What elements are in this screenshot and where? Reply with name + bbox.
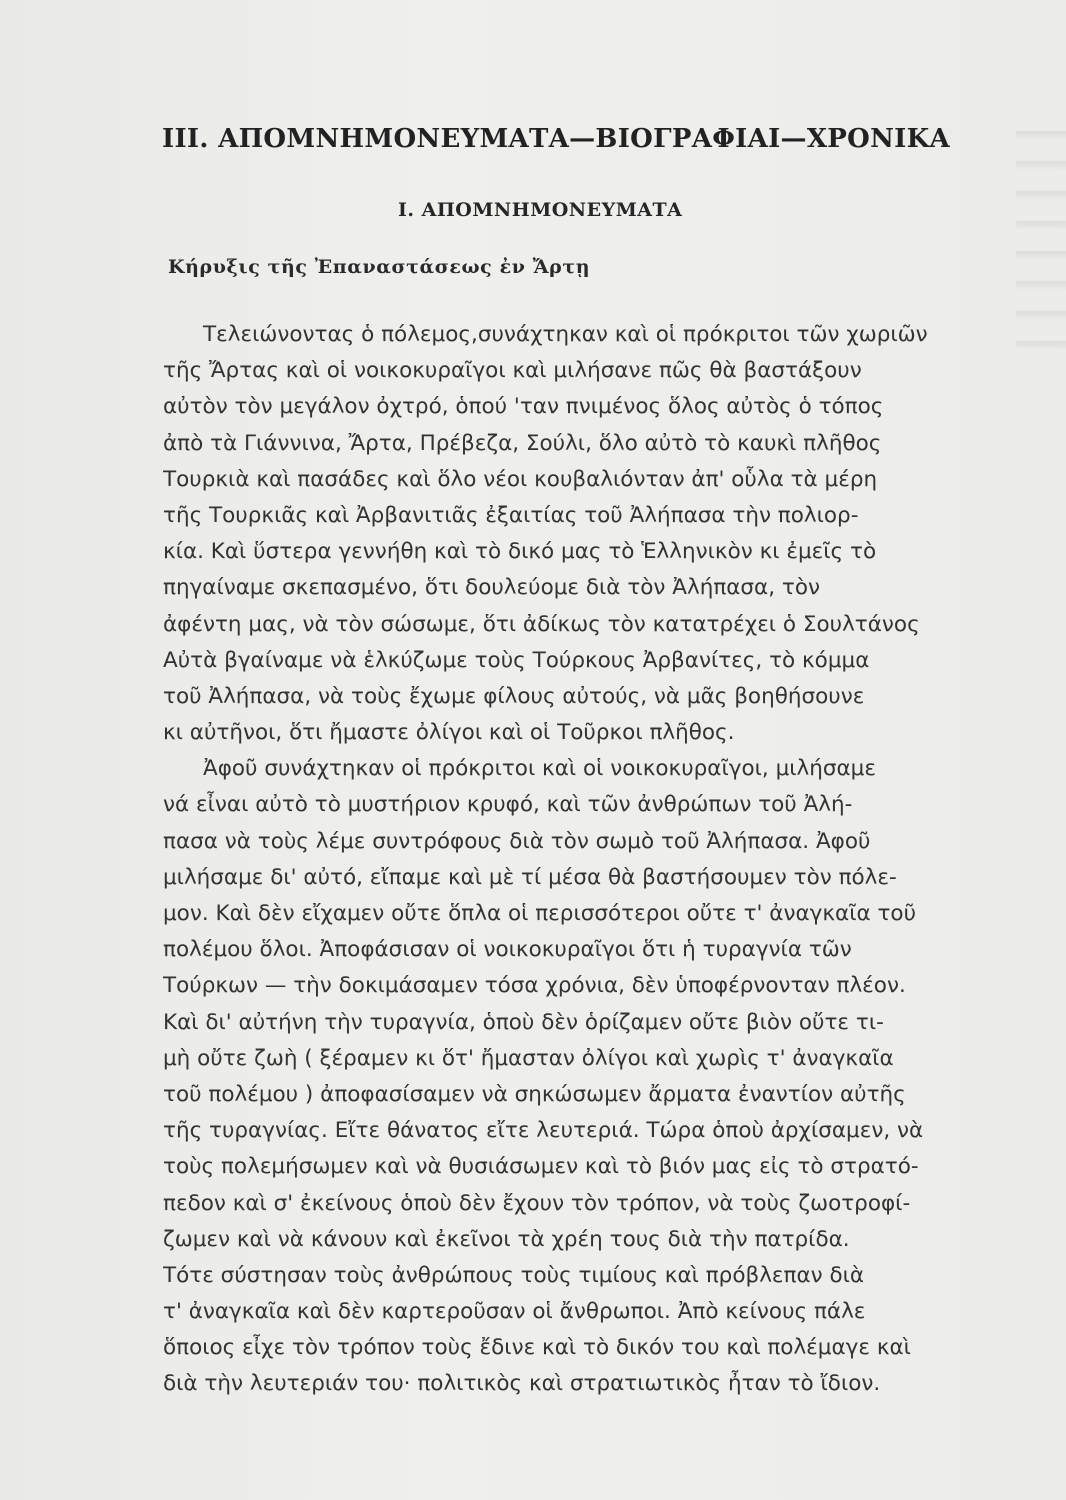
text-line: τῆς Ἄρτας καὶ οἱ νοικοκυραῖγοι καὶ μιλήσανε πῶς θὰ βαστάξουν (163, 358, 862, 384)
text-line: Αὐτὰ βγαίναμε νὰ ἑλκύζωμε τοὺς Τούρκους Ἀρβανίτες, τὸ κόμμα (163, 647, 870, 673)
text-line: ζωμεν καὶ νὰ κάνουν καὶ ἐκεῖνοι τὰ χρέη τους διὰ τὴν πατρίδα. (163, 1226, 850, 1252)
text-line: κι αὐτῆνοι, ὅτι ἤμαστε ὀλίγοι καὶ οἱ Τοῦρκοι πλῆθος. (163, 720, 735, 746)
text-line: ἀφέντη μας, νὰ τὸν σώσωμε, ὅτι ἀδίκως τὸν κατατρέχει ὁ Σουλτάνος (163, 611, 920, 637)
body-text (163, 317, 1043, 1403)
text-line: πηγαίναμε σκεπασμένο, ὅτι δουλεύομε διὰ τὸν Ἀλήπασα, τὸν (163, 575, 821, 601)
text-line: διὰ τὴν λευτεριάν του· πολιτικὸς καὶ στρατιωτικὸς ἦταν τὸ ἴδιον. (163, 1371, 881, 1397)
text-line: πολέμου ὅλοι. Ἀποφάσισαν οἱ νοικοκυραῖγοι ὅτι ἡ τυραγνία τῶν (163, 937, 852, 963)
text-line: τῆς Τουρκιᾶς καὶ Ἀρβανιτιᾶς ἐξαιτίας τοῦ Ἀλήπασα τὴν πολιορ- (163, 502, 859, 528)
text-line: αὐτὸν τὸν μεγάλον ὀχτρό, ὁπού 'ταν πνιμένος ὅλος αὐτὸς ὁ τόπος (163, 394, 884, 420)
text-line: Τότε σύστησαν τοὺς ἀνθρώπους τοὺς τιμίους καὶ πρόβλεπαν διὰ (163, 1262, 865, 1288)
text-line: Τούρκων — τὴν δοκιμάσαμεν τόσα χρόνια, δὲν ὑποφέρνονταν πλέον. (163, 973, 906, 999)
text-line: πασα νὰ τοὺς λέμε συντρόφους διὰ τὸν σωμὸ τοῦ Ἀλήπασα. Ἀφοῦ (163, 828, 871, 854)
text-line: νά εἶναι αὐτὸ τὸ μυστήριον κρυφό, καὶ τῶν ἀνθρώπων τοῦ Ἀλή- (163, 792, 853, 818)
text-line: τοῦ πολέμου ) ἀποφασίσαμεν νὰ σηκώσωμεν ἄρματα ἐναντίον αὐτῆς (163, 1081, 906, 1107)
text-line: πεδον καὶ σ' ἐκείνους ὁποὺ δὲν ἔχουν τὸν τρόπον, νὰ τοὺς ζωοτροφί- (163, 1190, 911, 1216)
section-title: III. ΑΠΟΜΝΗΜΟΝΕΥΜΑΤΑ—ΒΙΟΓΡΑΦΙΑΙ—ΧΡΟΝΙΚΑ (162, 124, 951, 154)
text-line: κία. Καὶ ὕστερα γεννήθη καὶ τὸ δικό μας τὸ Ἑλληνικὸν κι ἐμεῖς τὸ (163, 539, 877, 565)
text-line: Ἀφοῦ συνάχτηκαν οἱ πρόκριτοι καὶ οἱ νοικοκυραῖγοι, μιλήσαμε (203, 756, 876, 782)
subsection-title: I. ΑΠΟΜΝΗΜΟΝΕΥΜΑΤΑ (398, 199, 683, 221)
chapter-heading: Κήρυξις τῆς Ἐπαναστάσεως ἐν Ἄρτῃ (168, 256, 591, 278)
text-line: τῆς τυραγνίας. Εἴτε θάνατος εἴτε λευτεριά. Τώρα ὁποὺ ἀρχίσαμεν, νὰ (163, 1118, 924, 1144)
text-line: μὴ οὔτε ζωὴ ( ξέραμεν κι ὅτ' ἤμασταν ὀλίγοι καὶ χωρὶς τ' ἀναγκαῖα (163, 1045, 894, 1071)
text-line: Τουρκιὰ καὶ πασάδες καὶ ὅλο νέοι κουβαλιόνταν ἀπ' οὗλα τὰ μέρη (163, 466, 878, 492)
text-line: μον. Καὶ δὲν εἴχαμεν οὔτε ὅπλα οἱ περισσότεροι οὔτε τ' ἀναγκαῖα τοῦ (163, 901, 917, 926)
text-line: τ' ἀναγκαῖα καὶ δὲν καρτεροῦσαν οἱ ἄνθρωποι. Ἀπὸ κείνους πάλε (163, 1299, 866, 1325)
text-line: τοῦ Ἀλήπασα, νὰ τοὺς ἔχωμε φίλους αὐτούς, νὰ μᾶς βοηθήσουνε (163, 683, 865, 709)
text-line: ὅποιος εἶχε τὸν τρόπον τοὺς ἔδινε καὶ τὸ δικόν του καὶ πολέμαγε καὶ (163, 1335, 911, 1361)
text-line: μιλήσαμε δι' αὐτό, εἴπαμε καὶ μὲ τί μέσα θὰ βαστήσουμεν τὸν πόλε- (163, 864, 897, 890)
text-line: Τελειώνοντας ὁ πόλεμος,συνάχτηκαν καὶ οἱ πρόκριτοι τῶν χωριῶν (203, 322, 928, 347)
text-line: ἀπὸ τὰ Γιάννινα, Ἄρτα, Πρέβεζα, Σούλι, ὅλο αὐτὸ τὸ καυκὶ πλῆθος (163, 430, 882, 456)
text-line: Καὶ δι' αὐτήνη τὴν τυραγνία, ὁποὺ δὲν ὁρίζαμεν οὔτε βιὸν οὔτε τι- (163, 1009, 884, 1035)
text-line: τοὺς πολεμήσωμεν καὶ νὰ θυσιάσωμεν καὶ τὸ βιόν μας εἰς τὸ στρατό- (163, 1154, 919, 1180)
